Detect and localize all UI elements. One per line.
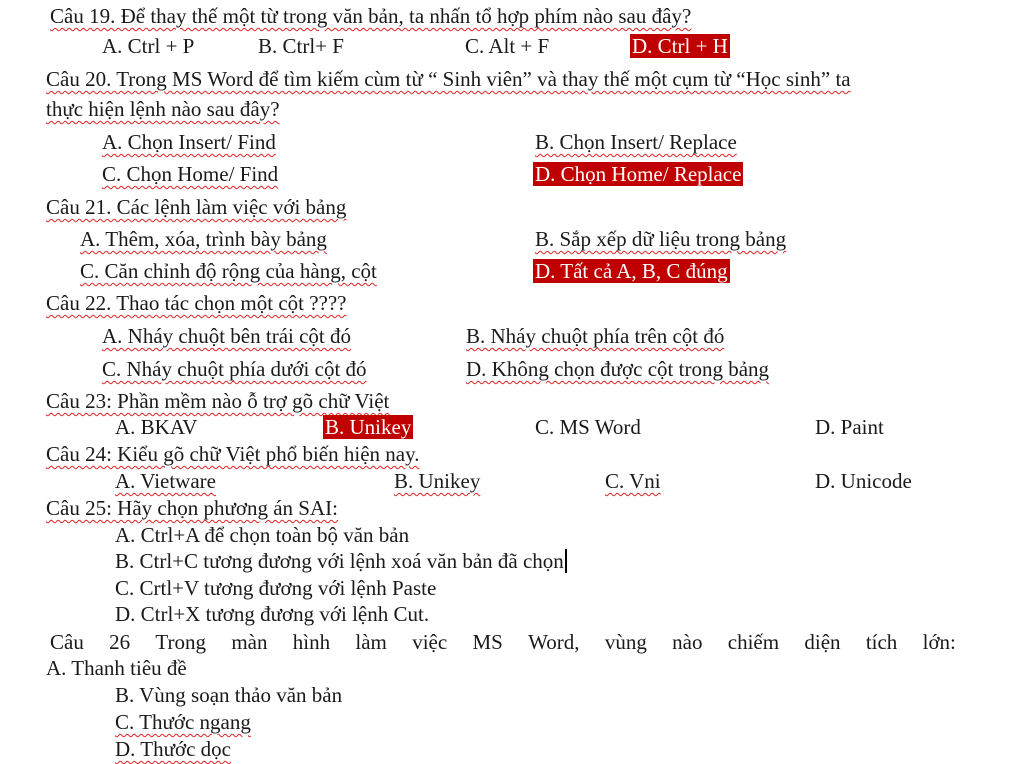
q23-option-b-highlighted: B. Unikey [325,415,412,439]
q20-option-a: A. Chọn Insert/ Find [102,130,276,154]
q26-word: diện [804,630,841,654]
q26-option-c: C. Thước ngang [115,710,251,734]
q25-option-b: B. Ctrl+C tương đương với lệnh xoá văn bản đã chọn [115,549,564,573]
q20-option-d-highlighted: D. Chọn Home/ Replace [535,162,742,186]
q21-option-d-highlighted: D. Tất cả A, B, C đúng [535,259,728,283]
q26-word: Trong [155,630,207,654]
q26-word: lớn: [922,630,956,654]
q26-option-d: D. Thước dọc [115,737,231,761]
q22-option-a: A. Nháy chuột bên trái cột đó [102,324,352,348]
q26-word: nào [672,630,703,654]
q24-option-d: D. Unicode [815,469,912,493]
q25-option-d: D. Ctrl+X tương đương với lệnh Cut. [115,602,430,626]
text-cursor [565,549,567,573]
question-21-text: Câu 21. Các lệnh làm việc với bảng [46,195,347,219]
q19-option-d-highlighted: D. Ctrl + H [632,34,728,58]
q19-option-a: A. Ctrl + P [102,34,195,58]
q26-word: việc [412,630,448,654]
q22-option-c: C. Nháy chuột phía dưới cột đó [102,357,367,381]
q20-option-c: C. Chọn Home/ Find [102,162,279,186]
q26-word: vùng [604,630,647,654]
question-22-text: Câu 22. Thao tác chọn một cột ???? [46,291,347,315]
q20-option-b: B. Chọn Insert/ Replace [535,130,737,154]
q24-option-c: C. Vni [605,469,661,493]
q23-option-c: C. MS Word [535,415,641,439]
q26-option-a: A. Thanh tiêu đề [46,656,187,680]
q26-option-b: B. Vùng soạn thảo văn bản [115,683,343,707]
q19-option-c: C. Alt + F [465,34,550,58]
q21-option-b: B. Sắp xếp dữ liệu trong bảng [535,227,787,251]
q23-option-d: D. Paint [815,415,884,439]
question-25-text: Câu 25: Hãy chọn phương án SAI: [46,496,338,520]
q26-word: làm [355,630,387,654]
q22-option-d: D. Không chọn được cột trong bảng [466,357,770,381]
q21-option-c: C. Căn chỉnh độ rộng của hàng, cột [80,259,377,283]
question-23-text: Câu 23: Phần mềm nào ỗ trợ gõ chữ Việt [46,389,390,413]
question-20-text-line1: Câu 20. Trong MS Word để tìm kiếm cùm từ “ Sinh viên” và thay thế một cụm từ “Học sinh” ta [46,67,851,91]
q24-option-b: B. Unikey [394,469,481,493]
q26-word: Word, [528,630,580,654]
q23-option-a: A. BKAV [115,415,198,439]
q25-option-a: A. Ctrl+A để chọn toàn bộ văn bản [115,523,410,547]
q22-option-b: B. Nháy chuột phía trên cột đó [466,324,725,348]
question-20-text-line2: thực hiện lệnh nào sau đây? [46,97,280,121]
q19-option-b: B. Ctrl+ F [258,34,344,58]
q26-word: hình [292,630,331,654]
q25-option-c: C. Crtl+V tương đương với lệnh Paste [115,576,437,600]
question-19-text: Câu 19. Để thay thế một từ trong văn bản, ta nhấn tổ hợp phím nào sau đây? [50,4,692,28]
q26-word: tích [865,630,898,654]
q26-word: 26 [109,630,131,654]
question-26-text [50,629,956,655]
q24-option-a: A. Vietware [115,469,216,493]
question-24-text: Câu 24: Kiểu gõ chữ Việt phổ biến hiện nay. [46,442,420,466]
q26-word: chiếm [727,630,780,654]
q21-option-a: A. Thêm, xóa, trình bày bảng [80,227,327,251]
q26-word: MS [472,630,503,654]
q26-word: Câu [50,630,84,654]
q26-word: màn [231,630,268,654]
